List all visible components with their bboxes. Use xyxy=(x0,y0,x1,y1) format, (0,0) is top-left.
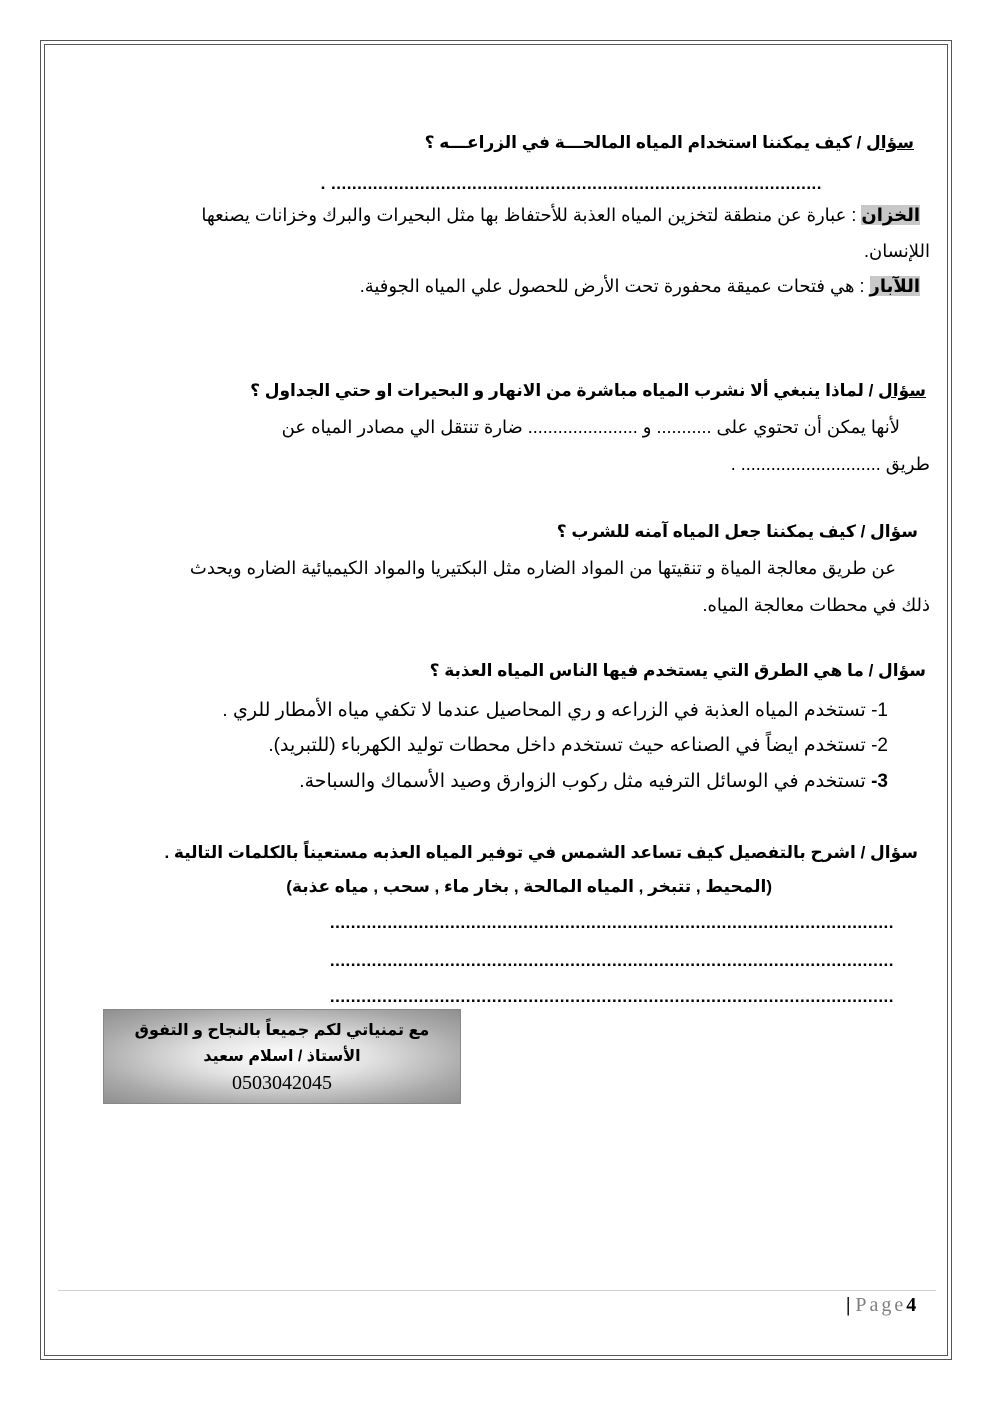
signature-phone: 0503042045 xyxy=(232,1072,332,1094)
page-footer xyxy=(846,1294,916,1317)
list-item-text: تستخدم ايضاً في الصناعه حيث تستخدم داخل محطات توليد الكهرباء (للتبريد). xyxy=(268,735,872,756)
question-1 xyxy=(425,132,914,154)
term-wells: اللآبار xyxy=(869,276,920,296)
teacher-signature-box xyxy=(103,1009,461,1104)
page-number: 4 xyxy=(906,1294,917,1316)
list-item-text: تستخدم في الوسائل الترفيه مثل ركوب الزوارق وصيد الأسماك والسباحة. xyxy=(299,771,872,792)
footer-separator: | xyxy=(846,1294,851,1316)
definition-wells-text: : هي فتحات عميقة محفورة تحت الأرض للحصول علي المياه الجوفية. xyxy=(359,276,870,296)
question-5-word-list: (المحيط , تتبخر , المياه المالحة , بخار ماء , سحب , مياه عذبة) xyxy=(286,877,772,896)
page-label: Page xyxy=(855,1294,907,1316)
question-1-answer-dots: .............................................................................................. . xyxy=(320,174,822,193)
question-2-prefix: سؤال xyxy=(878,381,926,400)
question-2 xyxy=(250,380,926,402)
definition-wells xyxy=(360,275,920,297)
footer-divider xyxy=(58,1290,936,1291)
list-item xyxy=(222,700,888,722)
question-5: سؤال / اشرح بالتفصيل كيف تساعد الشمس في توفير المياه العذبه مستعيناً بالكلمات التالية . xyxy=(164,843,918,862)
question-2-answer-line-1: لأنها يمكن أن تحتوي على ........... و ...................... ضارة تنتقل الي مصادر المياه عن xyxy=(281,417,900,437)
answer-dots-line: ............................................................................................................ xyxy=(329,951,894,970)
list-item xyxy=(299,771,888,793)
question-3-answer-line-2: ذلك في محطات معالجة المياه. xyxy=(702,595,930,615)
list-item-number: 2- xyxy=(871,735,888,756)
question-3: سؤال / كيف يمكننا جعل المياه آمنه للشرب ؟ xyxy=(556,522,918,541)
answer-dots-line: ............................................................................................................ xyxy=(329,987,894,1006)
list-item-text: تستخدم المياه العذبة في الزراعه و ري المحاصيل عندما لا تكفي مياه الأمطار للري . xyxy=(222,700,872,721)
list-item-number: 3- xyxy=(871,771,888,792)
definition-reservoir xyxy=(201,204,920,226)
answer-dots-line: ............................................................................................................ xyxy=(329,913,894,932)
question-1-prefix: سؤال xyxy=(866,133,914,152)
question-2-text: / لماذا ينبغي ألا نشرب المياه مباشرة من الانهار و البحيرات او حتي الجداول ؟ xyxy=(250,381,879,400)
definition-reservoir-text: : عبارة عن منطقة لتخزين المياه العذبة للأحتفاظ بها مثل البحيرات والبرك وخزانات يصنعها xyxy=(201,205,862,225)
signature-wishes: مع تمنياتي لكم جميعاً بالنجاح و التفوق xyxy=(134,1022,430,1039)
question-3-answer-line-1: عن طريق معالجة المياة و تنقيتها من المواد الضاره مثل البكتيريا والمواد الكيميائية الضاره ويحدث xyxy=(189,558,896,578)
definition-reservoir-continued: اللإنسان. xyxy=(864,241,930,261)
question-2-answer-line-2: طريق ............................ . xyxy=(730,454,930,474)
term-reservoir: الخزان xyxy=(861,205,920,225)
signature-teacher-name: الأستاذ / اسلام سعيد xyxy=(203,1048,361,1065)
question-1-text: / كيف يمكننا استخدام المياه المالحـــة في الزراعـــه ؟ xyxy=(424,133,867,152)
question-4: سؤال / ما هي الطرق التي يستخدم فيها الناس المياه العذبة ؟ xyxy=(429,661,926,680)
list-item-number: 1- xyxy=(871,700,888,721)
list-item xyxy=(268,735,888,757)
